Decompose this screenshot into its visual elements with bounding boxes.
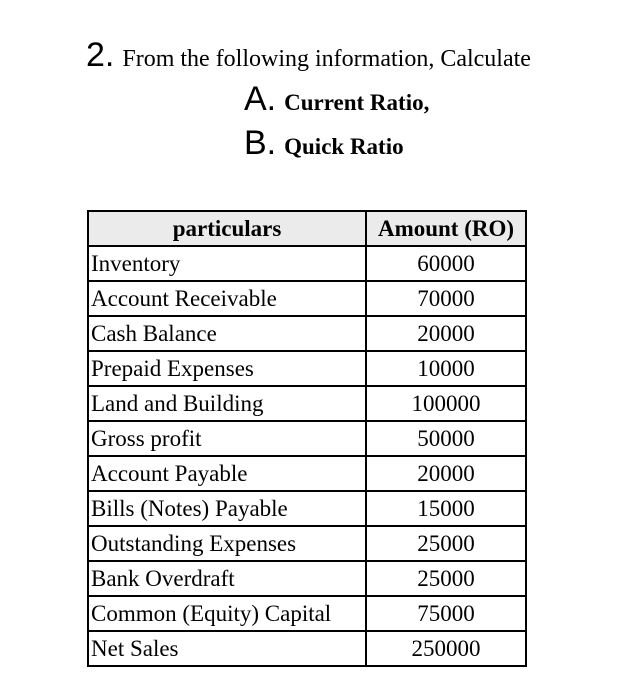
particular-cell: Prepaid Expenses	[88, 351, 366, 386]
amount-cell: 10000	[366, 351, 526, 386]
particular-cell: Common (Equity) Capital	[88, 596, 366, 631]
question-text: From the following information, Calculate	[122, 46, 531, 72]
particular-cell: Cash Balance	[88, 316, 366, 351]
subpart-a	[244, 80, 429, 119]
table-row	[88, 281, 526, 316]
question-heading	[86, 36, 531, 75]
table-row	[88, 456, 526, 491]
table-row	[88, 421, 526, 456]
amount-cell: 100000	[366, 386, 526, 421]
amount-cell: 15000	[366, 491, 526, 526]
particulars-header: particulars	[88, 211, 366, 246]
question-number: 2.	[86, 36, 115, 74]
amount-cell: 70000	[366, 281, 526, 316]
particular-cell: Outstanding Expenses	[88, 526, 366, 561]
table-row	[88, 561, 526, 596]
particular-cell: Gross profit	[88, 421, 366, 456]
table-row	[88, 491, 526, 526]
subpart-b	[244, 124, 404, 163]
particular-cell: Account Payable	[88, 456, 366, 491]
particular-cell: Bills (Notes) Payable	[88, 491, 366, 526]
particular-cell: Bank Overdraft	[88, 561, 366, 596]
amount-cell: 25000	[366, 526, 526, 561]
subpart-b-text: Quick Ratio	[284, 134, 404, 159]
table-row	[88, 316, 526, 351]
amount-cell: 60000	[366, 246, 526, 281]
table-row	[88, 631, 526, 666]
amount-cell: 75000	[366, 596, 526, 631]
subpart-a-text: Current Ratio,	[284, 90, 430, 115]
table-row	[88, 596, 526, 631]
table-row	[88, 526, 526, 561]
amount-cell: 25000	[366, 561, 526, 596]
amount-header: Amount (RO)	[366, 211, 526, 246]
table-row	[88, 386, 526, 421]
amount-cell: 50000	[366, 421, 526, 456]
amount-cell: 20000	[366, 456, 526, 491]
table-header-row	[88, 211, 526, 246]
table-row	[88, 246, 526, 281]
particular-cell: Inventory	[88, 246, 366, 281]
amount-cell: 250000	[366, 631, 526, 666]
financial-data-table	[87, 210, 527, 667]
amount-cell: 20000	[366, 316, 526, 351]
particular-cell: Account Receivable	[88, 281, 366, 316]
table-row	[88, 351, 526, 386]
subpart-a-letter: A.	[244, 80, 277, 118]
particular-cell: Land and Building	[88, 386, 366, 421]
subpart-b-letter: B.	[244, 124, 277, 162]
particular-cell: Net Sales	[88, 631, 366, 666]
